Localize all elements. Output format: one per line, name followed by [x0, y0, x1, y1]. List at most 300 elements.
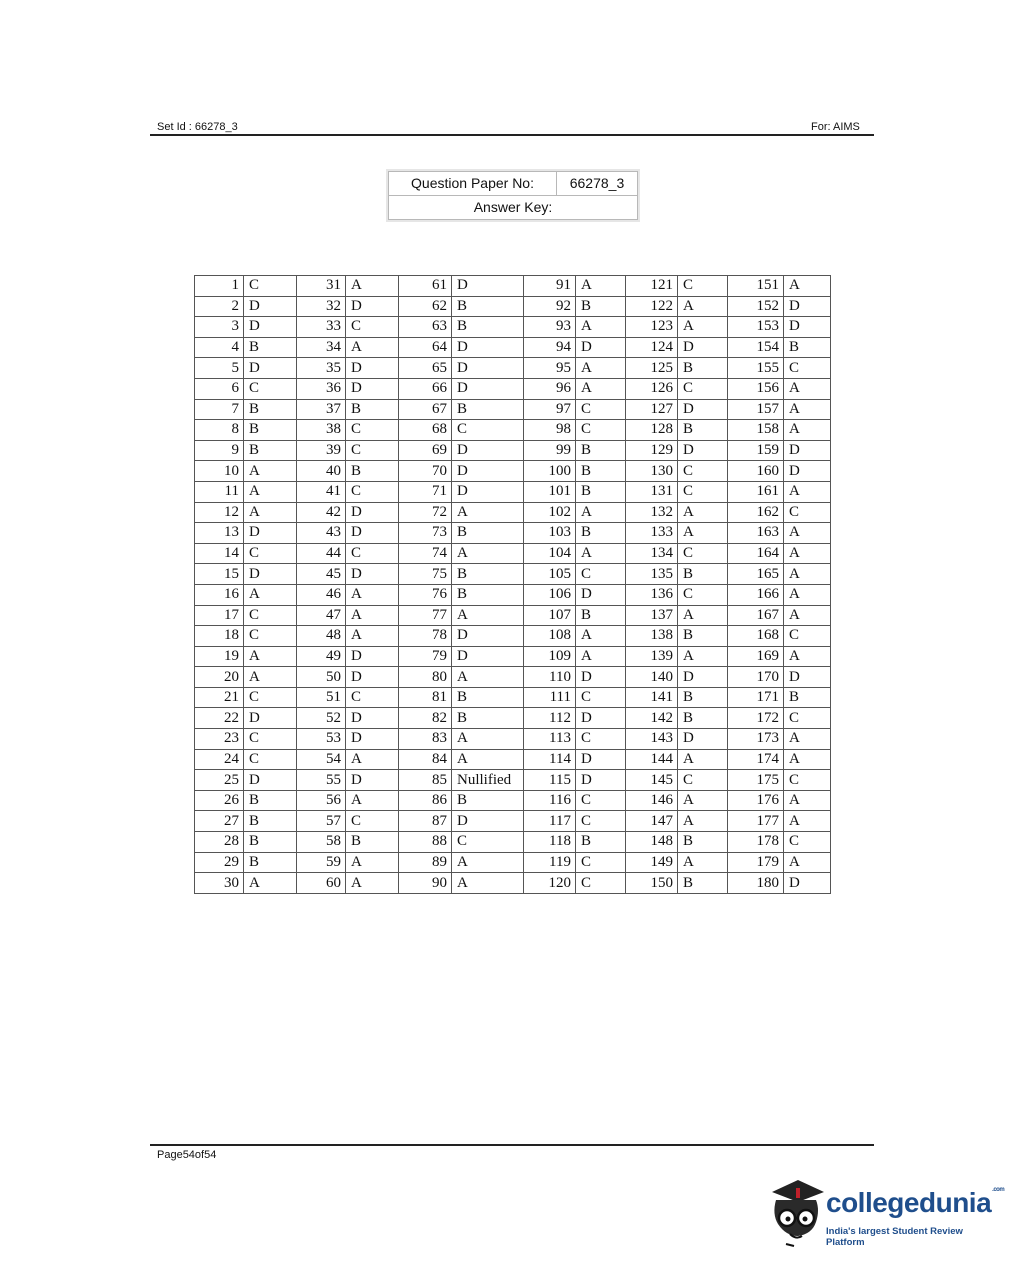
question-number: 80 — [399, 667, 452, 688]
question-number: 161 — [728, 481, 784, 502]
question-number: 130 — [626, 461, 678, 482]
table-row — [195, 687, 831, 708]
question-number: 4 — [195, 337, 244, 358]
answer-cell: A — [346, 749, 399, 770]
question-number: 153 — [728, 317, 784, 338]
question-number: 6 — [195, 378, 244, 399]
question-number: 79 — [399, 646, 452, 667]
question-number: 60 — [297, 873, 346, 894]
answer-cell: B — [244, 852, 297, 873]
question-number: 12 — [195, 502, 244, 523]
question-number: 47 — [297, 605, 346, 626]
question-number: 25 — [195, 770, 244, 791]
question-number: 3 — [195, 317, 244, 338]
question-number: 15 — [195, 564, 244, 585]
answer-cell: C — [244, 543, 297, 564]
question-paper-label: Question Paper No: — [389, 172, 557, 195]
answer-cell: D — [576, 584, 626, 605]
question-number: 31 — [297, 276, 346, 297]
answer-cell: D — [784, 667, 831, 688]
question-number: 113 — [524, 729, 576, 750]
table-row — [195, 852, 831, 873]
table-row — [195, 790, 831, 811]
answer-cell: A — [784, 523, 831, 544]
answer-cell: A — [244, 461, 297, 482]
answer-cell: A — [784, 543, 831, 564]
table-row — [195, 564, 831, 585]
question-number: 77 — [399, 605, 452, 626]
question-paper-number: 66278_3 — [569, 175, 625, 191]
question-number: 10 — [195, 461, 244, 482]
question-number: 173 — [728, 729, 784, 750]
answer-cell: D — [244, 523, 297, 544]
question-number: 24 — [195, 749, 244, 770]
answer-cell: A — [346, 626, 399, 647]
question-number: 162 — [728, 502, 784, 523]
header-rule — [150, 134, 874, 136]
question-number: 9 — [195, 440, 244, 461]
answer-cell: C — [346, 481, 399, 502]
answer-cell: C — [244, 729, 297, 750]
question-number: 120 — [524, 873, 576, 894]
answer-key-label: Answer Key: — [473, 199, 553, 215]
answer-cell: D — [346, 646, 399, 667]
answer-cell: A — [784, 749, 831, 770]
question-number: 33 — [297, 317, 346, 338]
question-number: 91 — [524, 276, 576, 297]
answer-cell: B — [576, 523, 626, 544]
question-number: 178 — [728, 832, 784, 853]
answer-cell: C — [452, 832, 524, 853]
answer-cell: C — [346, 687, 399, 708]
answer-cell: A — [346, 873, 399, 894]
table-row — [195, 605, 831, 626]
table-row — [195, 358, 831, 379]
answer-cell: A — [678, 523, 728, 544]
answer-cell: B — [244, 337, 297, 358]
answer-cell: C — [576, 564, 626, 585]
answer-cell: A — [784, 852, 831, 873]
question-number: 48 — [297, 626, 346, 647]
answer-cell: C — [346, 420, 399, 441]
answer-cell: D — [576, 667, 626, 688]
question-number: 66 — [399, 378, 452, 399]
answer-cell: A — [576, 502, 626, 523]
table-row — [195, 873, 831, 894]
table-row — [195, 440, 831, 461]
answer-cell: A — [244, 873, 297, 894]
question-number: 132 — [626, 502, 678, 523]
question-number: 111 — [524, 687, 576, 708]
table-row — [195, 461, 831, 482]
answer-cell: D — [346, 502, 399, 523]
question-number: 75 — [399, 564, 452, 585]
answer-cell: C — [784, 770, 831, 791]
exam-name: For: AIMS — [811, 121, 860, 133]
answer-cell: D — [244, 358, 297, 379]
answer-cell: B — [576, 296, 626, 317]
answer-cell: C — [576, 399, 626, 420]
question-number: 134 — [626, 543, 678, 564]
answer-cell: A — [678, 605, 728, 626]
answer-cell: A — [784, 729, 831, 750]
question-number: 49 — [297, 646, 346, 667]
answer-cell: C — [244, 378, 297, 399]
answer-cell: B — [678, 420, 728, 441]
answer-cell: D — [678, 667, 728, 688]
question-number: 135 — [626, 564, 678, 585]
answer-cell: A — [576, 317, 626, 338]
answer-cell: A — [678, 502, 728, 523]
question-number: 83 — [399, 729, 452, 750]
answer-cell: A — [784, 378, 831, 399]
question-number: 82 — [399, 708, 452, 729]
question-number: 139 — [626, 646, 678, 667]
table-row — [195, 667, 831, 688]
answer-cell: C — [576, 729, 626, 750]
answer-cell: A — [784, 276, 831, 297]
question-number: 105 — [524, 564, 576, 585]
answer-cell: A — [576, 626, 626, 647]
question-number: 90 — [399, 873, 452, 894]
answer-cell: C — [346, 317, 399, 338]
table-row — [195, 296, 831, 317]
answer-cell: D — [678, 440, 728, 461]
question-number: 32 — [297, 296, 346, 317]
question-number: 165 — [728, 564, 784, 585]
table-row — [195, 543, 831, 564]
question-number: 27 — [195, 811, 244, 832]
answer-cell: B — [244, 399, 297, 420]
question-number: 41 — [297, 481, 346, 502]
question-number: 18 — [195, 626, 244, 647]
question-number: 34 — [297, 337, 346, 358]
answer-cell: A — [784, 584, 831, 605]
table-row — [195, 729, 831, 750]
question-number: 72 — [399, 502, 452, 523]
question-number: 65 — [399, 358, 452, 379]
answer-cell: B — [678, 564, 728, 585]
table-row — [195, 708, 831, 729]
question-number: 168 — [728, 626, 784, 647]
table-row — [195, 646, 831, 667]
answer-cell: D — [576, 708, 626, 729]
question-number: 104 — [524, 543, 576, 564]
question-number: 133 — [626, 523, 678, 544]
answer-cell: D — [346, 358, 399, 379]
question-number: 176 — [728, 790, 784, 811]
question-number: 63 — [399, 317, 452, 338]
question-number: 8 — [195, 420, 244, 441]
answer-cell: A — [784, 790, 831, 811]
question-number: 7 — [195, 399, 244, 420]
answer-cell: A — [678, 811, 728, 832]
answer-cell: C — [576, 852, 626, 873]
answer-cell: B — [244, 440, 297, 461]
answer-cell: B — [346, 399, 399, 420]
answer-cell: A — [452, 543, 524, 564]
answer-cell: C — [244, 605, 297, 626]
answer-cell: B — [784, 337, 831, 358]
question-number: 128 — [626, 420, 678, 441]
collegedunia-logo — [768, 1178, 1005, 1248]
question-number: 22 — [195, 708, 244, 729]
question-number: 109 — [524, 646, 576, 667]
question-number: 115 — [524, 770, 576, 791]
answer-cell: C — [784, 708, 831, 729]
answer-cell: B — [452, 564, 524, 585]
answer-cell: A — [346, 605, 399, 626]
table-row — [195, 481, 831, 502]
question-number: 142 — [626, 708, 678, 729]
table-row — [195, 832, 831, 853]
answer-cell: A — [784, 399, 831, 420]
question-number: 123 — [626, 317, 678, 338]
answer-cell: A — [452, 502, 524, 523]
question-number: 58 — [297, 832, 346, 853]
question-number: 62 — [399, 296, 452, 317]
question-number: 23 — [195, 729, 244, 750]
question-number: 28 — [195, 832, 244, 853]
answer-cell: D — [452, 358, 524, 379]
question-number: 74 — [399, 543, 452, 564]
question-number: 57 — [297, 811, 346, 832]
answer-cell: C — [678, 543, 728, 564]
answer-cell: A — [452, 749, 524, 770]
answer-cell: A — [346, 276, 399, 297]
question-number: 53 — [297, 729, 346, 750]
question-number: 141 — [626, 687, 678, 708]
question-number: 92 — [524, 296, 576, 317]
question-number: 50 — [297, 667, 346, 688]
answer-cell: C — [244, 687, 297, 708]
question-number: 148 — [626, 832, 678, 853]
table-row — [195, 337, 831, 358]
question-number: 147 — [626, 811, 678, 832]
question-number: 43 — [297, 523, 346, 544]
question-number: 85 — [399, 770, 452, 791]
question-number: 96 — [524, 378, 576, 399]
question-number: 126 — [626, 378, 678, 399]
answer-cell: A — [784, 605, 831, 626]
answer-cell: D — [346, 729, 399, 750]
answer-cell: A — [452, 873, 524, 894]
question-number: 87 — [399, 811, 452, 832]
question-number: 137 — [626, 605, 678, 626]
answer-cell: A — [244, 502, 297, 523]
question-number: 21 — [195, 687, 244, 708]
question-number: 68 — [399, 420, 452, 441]
question-number: 73 — [399, 523, 452, 544]
question-number: 44 — [297, 543, 346, 564]
table-row — [195, 399, 831, 420]
answer-cell: A — [244, 481, 297, 502]
question-number: 81 — [399, 687, 452, 708]
answer-cell: D — [244, 770, 297, 791]
question-number: 144 — [626, 749, 678, 770]
question-number: 40 — [297, 461, 346, 482]
question-number: 70 — [399, 461, 452, 482]
answer-cell: B — [346, 832, 399, 853]
question-number: 122 — [626, 296, 678, 317]
question-number: 129 — [626, 440, 678, 461]
answer-cell: B — [244, 420, 297, 441]
question-number: 131 — [626, 481, 678, 502]
answer-cell: A — [346, 852, 399, 873]
question-number: 94 — [524, 337, 576, 358]
question-number: 52 — [297, 708, 346, 729]
question-number: 16 — [195, 584, 244, 605]
answer-cell: C — [678, 276, 728, 297]
answer-cell: C — [452, 420, 524, 441]
answer-cell: A — [244, 646, 297, 667]
answer-cell: D — [678, 337, 728, 358]
answer-cell: D — [452, 440, 524, 461]
question-number: 19 — [195, 646, 244, 667]
question-number: 106 — [524, 584, 576, 605]
answer-cell: A — [576, 358, 626, 379]
answer-cell: B — [452, 687, 524, 708]
question-number: 89 — [399, 852, 452, 873]
question-number: 42 — [297, 502, 346, 523]
table-row — [195, 317, 831, 338]
answer-cell: C — [784, 626, 831, 647]
question-number: 59 — [297, 852, 346, 873]
answer-cell: A — [452, 852, 524, 873]
question-number: 166 — [728, 584, 784, 605]
answer-cell: B — [678, 687, 728, 708]
question-number: 119 — [524, 852, 576, 873]
answer-cell: D — [244, 296, 297, 317]
answer-cell: D — [346, 708, 399, 729]
question-number: 13 — [195, 523, 244, 544]
answer-cell: B — [576, 605, 626, 626]
question-number: 156 — [728, 378, 784, 399]
answer-cell: C — [576, 811, 626, 832]
answer-cell: B — [678, 358, 728, 379]
question-number: 14 — [195, 543, 244, 564]
question-number: 175 — [728, 770, 784, 791]
question-number: 61 — [399, 276, 452, 297]
question-number: 84 — [399, 749, 452, 770]
table-row — [195, 811, 831, 832]
question-number: 54 — [297, 749, 346, 770]
answer-cell: D — [784, 461, 831, 482]
question-number: 107 — [524, 605, 576, 626]
answer-cell: B — [452, 523, 524, 544]
answer-cell: C — [678, 461, 728, 482]
question-number: 116 — [524, 790, 576, 811]
answer-cell: B — [784, 687, 831, 708]
question-number: 51 — [297, 687, 346, 708]
question-number: 143 — [626, 729, 678, 750]
answer-cell: A — [452, 605, 524, 626]
question-number: 163 — [728, 523, 784, 544]
table-row — [195, 523, 831, 544]
question-number: 39 — [297, 440, 346, 461]
answer-cell: B — [576, 481, 626, 502]
answer-cell: Nullified — [452, 770, 524, 791]
question-number: 180 — [728, 873, 784, 894]
answer-cell: D — [452, 811, 524, 832]
question-number: 5 — [195, 358, 244, 379]
answer-cell: D — [346, 378, 399, 399]
question-number: 171 — [728, 687, 784, 708]
answer-cell: A — [784, 564, 831, 585]
question-number: 93 — [524, 317, 576, 338]
question-number: 117 — [524, 811, 576, 832]
answer-cell: B — [346, 461, 399, 482]
answer-cell: C — [244, 626, 297, 647]
answer-cell: B — [576, 440, 626, 461]
answer-cell: C — [678, 770, 728, 791]
answer-cell: D — [346, 564, 399, 585]
question-number: 172 — [728, 708, 784, 729]
answer-cell: B — [678, 708, 728, 729]
question-number: 100 — [524, 461, 576, 482]
answer-cell: D — [452, 378, 524, 399]
answer-cell: D — [244, 564, 297, 585]
question-number: 169 — [728, 646, 784, 667]
answer-cell: D — [678, 399, 728, 420]
question-number: 157 — [728, 399, 784, 420]
answer-cell: B — [452, 296, 524, 317]
answer-cell: A — [784, 481, 831, 502]
answer-cell: B — [576, 832, 626, 853]
answer-cell: A — [784, 420, 831, 441]
question-number: 160 — [728, 461, 784, 482]
question-number: 124 — [626, 337, 678, 358]
question-number: 45 — [297, 564, 346, 585]
logo-brand: collegedunia$^{.com}$ — [826, 1187, 1005, 1218]
question-number: 114 — [524, 749, 576, 770]
answer-cell: B — [452, 399, 524, 420]
answer-cell: B — [452, 317, 524, 338]
answer-cell: A — [346, 790, 399, 811]
answer-cell: C — [576, 420, 626, 441]
answer-cell: C — [244, 276, 297, 297]
answer-cell: B — [576, 461, 626, 482]
answer-cell: D — [452, 276, 524, 297]
answer-cell: D — [346, 523, 399, 544]
table-row — [195, 502, 831, 523]
answer-cell: A — [576, 276, 626, 297]
answer-cell: B — [452, 790, 524, 811]
answer-cell: D — [784, 317, 831, 338]
answer-cell: D — [452, 337, 524, 358]
question-number: 95 — [524, 358, 576, 379]
answer-cell: D — [784, 296, 831, 317]
question-number: 136 — [626, 584, 678, 605]
mascot-icon — [768, 1178, 824, 1248]
answer-cell: C — [346, 543, 399, 564]
answer-cell: A — [784, 811, 831, 832]
answer-cell: D — [244, 317, 297, 338]
answer-cell: B — [244, 832, 297, 853]
answer-cell: B — [678, 873, 728, 894]
question-number: 110 — [524, 667, 576, 688]
answer-cell: B — [678, 832, 728, 853]
answer-cell: B — [244, 790, 297, 811]
question-number: 55 — [297, 770, 346, 791]
table-row — [195, 378, 831, 399]
answer-cell: C — [678, 584, 728, 605]
question-number: 138 — [626, 626, 678, 647]
question-number: 112 — [524, 708, 576, 729]
question-number: 35 — [297, 358, 346, 379]
answer-cell: B — [452, 708, 524, 729]
answer-cell: C — [784, 832, 831, 853]
